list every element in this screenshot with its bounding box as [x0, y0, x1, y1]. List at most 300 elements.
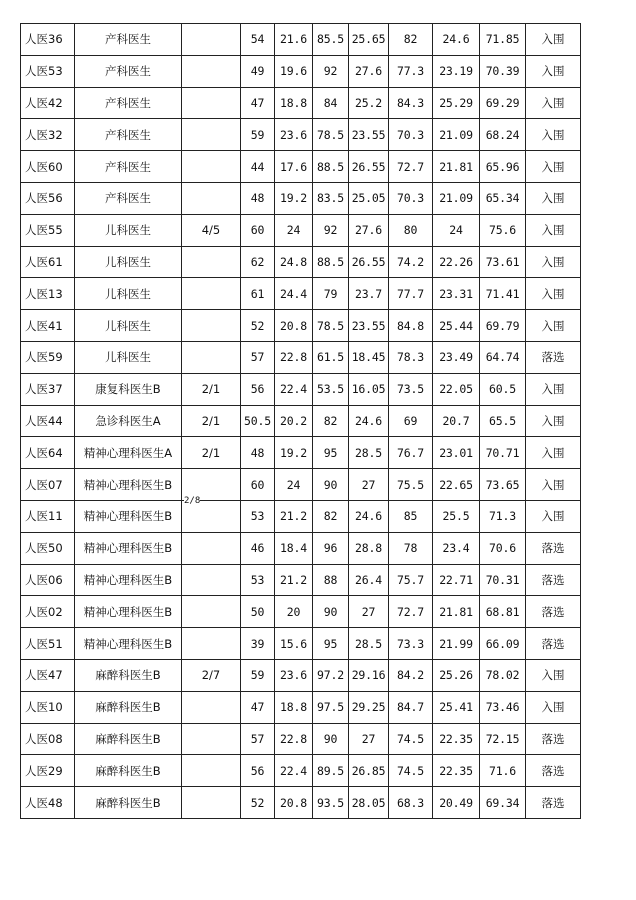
- result-status: 入围: [526, 500, 581, 532]
- written-score: 60: [241, 469, 275, 501]
- quota-ratio: [182, 119, 241, 151]
- written-weighted: 24: [275, 469, 313, 501]
- interview-weighted: 25.65: [349, 24, 389, 56]
- written-score: 52: [241, 787, 275, 819]
- practical-weighted: 25.29: [433, 87, 480, 119]
- total-score: 73.46: [480, 691, 526, 723]
- practical-weighted: 23.31: [433, 278, 480, 310]
- interview-weighted: 27: [349, 723, 389, 755]
- interview-score: 79: [313, 278, 349, 310]
- interview-score: 53.5: [313, 373, 349, 405]
- practical-score: 72.7: [389, 151, 433, 183]
- table-row: [21, 500, 581, 532]
- interview-weighted: 26.55: [349, 151, 389, 183]
- written-weighted: 21.6: [275, 24, 313, 56]
- interview-weighted: 28.5: [349, 628, 389, 660]
- interview-weighted: 29.25: [349, 691, 389, 723]
- practical-score: 74.5: [389, 723, 433, 755]
- interview-score: 89.5: [313, 755, 349, 787]
- interview-score: 96: [313, 532, 349, 564]
- total-score: 73.61: [480, 246, 526, 278]
- interview-weighted: 27.6: [349, 214, 389, 246]
- written-weighted: 24: [275, 214, 313, 246]
- total-score: 73.65: [480, 469, 526, 501]
- table-row: [21, 246, 581, 278]
- written-score: 54: [241, 24, 275, 56]
- post-name: 儿科医生: [75, 246, 182, 278]
- quota-ratio: 2/1: [182, 373, 241, 405]
- result-status: 入围: [526, 246, 581, 278]
- post-name: 精神心理科医生B: [75, 532, 182, 564]
- interview-weighted: 27.6: [349, 55, 389, 87]
- written-score: 39: [241, 628, 275, 660]
- interview-score: 78.5: [313, 119, 349, 151]
- interview-score: 97.5: [313, 691, 349, 723]
- practical-score: 84.8: [389, 310, 433, 342]
- post-name: 儿科医生: [75, 214, 182, 246]
- table-row: [21, 564, 581, 596]
- practical-score: 75.7: [389, 564, 433, 596]
- written-score: 61: [241, 278, 275, 310]
- post-name: 产科医生: [75, 24, 182, 56]
- practical-weighted: 25.41: [433, 691, 480, 723]
- table-row: [21, 532, 581, 564]
- written-score: 48: [241, 182, 275, 214]
- interview-weighted: 28.05: [349, 787, 389, 819]
- total-score: 66.09: [480, 628, 526, 660]
- practical-score: 73.3: [389, 628, 433, 660]
- result-status: 入围: [526, 469, 581, 501]
- written-weighted: 23.6: [275, 119, 313, 151]
- table-row: [21, 182, 581, 214]
- total-score: 69.79: [480, 310, 526, 342]
- practical-score: 70.3: [389, 182, 433, 214]
- quota-ratio: [182, 532, 241, 564]
- interview-weighted: 25.2: [349, 87, 389, 119]
- practical-score: 78: [389, 532, 433, 564]
- practical-weighted: 22.26: [433, 246, 480, 278]
- result-status: 落选: [526, 532, 581, 564]
- total-score: 71.3: [480, 500, 526, 532]
- table-row: [21, 691, 581, 723]
- interview-score: 95: [313, 437, 349, 469]
- interview-weighted: 26.55: [349, 246, 389, 278]
- interview-score: 84: [313, 87, 349, 119]
- written-score: 56: [241, 755, 275, 787]
- total-score: 69.34: [480, 787, 526, 819]
- written-weighted: 23.6: [275, 659, 313, 691]
- written-score: 62: [241, 246, 275, 278]
- result-status: 入围: [526, 214, 581, 246]
- result-status: 落选: [526, 596, 581, 628]
- total-score: 69.29: [480, 87, 526, 119]
- candidate-id: 人医56: [21, 182, 75, 214]
- post-name: 精神心理科医生B: [75, 596, 182, 628]
- interview-score: 95: [313, 628, 349, 660]
- written-weighted: 20.2: [275, 405, 313, 437]
- candidate-id: 人医60: [21, 151, 75, 183]
- interview-weighted: 29.16: [349, 659, 389, 691]
- candidate-id: 人医47: [21, 659, 75, 691]
- candidate-id: 人医32: [21, 119, 75, 151]
- practical-score: 75.5: [389, 469, 433, 501]
- quota-ratio: [182, 55, 241, 87]
- candidate-id: 人医53: [21, 55, 75, 87]
- practical-score: 69: [389, 405, 433, 437]
- interview-weighted: 25.05: [349, 182, 389, 214]
- quota-ratio: [182, 628, 241, 660]
- result-status: 入围: [526, 437, 581, 469]
- interview-score: 90: [313, 469, 349, 501]
- total-score: 70.6: [480, 532, 526, 564]
- interview-weighted: 23.7: [349, 278, 389, 310]
- candidate-id: 人医51: [21, 628, 75, 660]
- table-row: [21, 659, 581, 691]
- practical-weighted: 22.35: [433, 755, 480, 787]
- table-row: [21, 405, 581, 437]
- interview-score: 90: [313, 596, 349, 628]
- practical-score: 84.3: [389, 87, 433, 119]
- total-score: 64.74: [480, 341, 526, 373]
- quota-note: 2/8: [184, 495, 201, 506]
- result-status: 落选: [526, 787, 581, 819]
- total-score: 70.71: [480, 437, 526, 469]
- candidate-id: 人医55: [21, 214, 75, 246]
- post-name: 精神心理科医生B: [75, 500, 182, 532]
- practical-weighted: 25.5: [433, 500, 480, 532]
- results-table: [20, 23, 581, 819]
- post-name: 麻醉科医生B: [75, 659, 182, 691]
- written-weighted: 22.8: [275, 341, 313, 373]
- quota-ratio: [182, 755, 241, 787]
- table-row: [21, 723, 581, 755]
- written-score: 57: [241, 341, 275, 373]
- quota-ratio: [182, 182, 241, 214]
- result-status: 入围: [526, 182, 581, 214]
- total-score: 65.5: [480, 405, 526, 437]
- post-name: 产科医生: [75, 55, 182, 87]
- interview-score: 82: [313, 405, 349, 437]
- written-score: 60: [241, 214, 275, 246]
- candidate-id: 人医44: [21, 405, 75, 437]
- practical-score: 76.7: [389, 437, 433, 469]
- quota-ratio: [182, 691, 241, 723]
- written-weighted: 20: [275, 596, 313, 628]
- written-weighted: 21.2: [275, 564, 313, 596]
- written-score: 49: [241, 55, 275, 87]
- table-row: [21, 151, 581, 183]
- total-score: 60.5: [480, 373, 526, 405]
- candidate-id: 人医08: [21, 723, 75, 755]
- table-row: [21, 373, 581, 405]
- total-score: 65.34: [480, 182, 526, 214]
- candidate-id: 人医64: [21, 437, 75, 469]
- written-score: 44: [241, 151, 275, 183]
- written-weighted: 18.4: [275, 532, 313, 564]
- post-name: 产科医生: [75, 119, 182, 151]
- practical-score: 74.5: [389, 755, 433, 787]
- interview-weighted: 23.55: [349, 119, 389, 151]
- written-weighted: 20.8: [275, 310, 313, 342]
- practical-weighted: 20.49: [433, 787, 480, 819]
- interview-weighted: 27: [349, 596, 389, 628]
- table-row: [21, 596, 581, 628]
- written-weighted: 17.6: [275, 151, 313, 183]
- interview-weighted: 23.55: [349, 310, 389, 342]
- interview-score: 61.5: [313, 341, 349, 373]
- candidate-id: 人医10: [21, 691, 75, 723]
- post-name: 精神心理科医生B: [75, 564, 182, 596]
- written-score: 59: [241, 119, 275, 151]
- written-score: 46: [241, 532, 275, 564]
- practical-score: 78.3: [389, 341, 433, 373]
- candidate-id: 人医41: [21, 310, 75, 342]
- practical-weighted: 21.09: [433, 119, 480, 151]
- quota-ratio: [182, 278, 241, 310]
- total-score: 75.6: [480, 214, 526, 246]
- interview-score: 83.5: [313, 182, 349, 214]
- practical-weighted: 22.05: [433, 373, 480, 405]
- quota-ratio: 2/1: [182, 405, 241, 437]
- interview-weighted: 28.8: [349, 532, 389, 564]
- interview-weighted: 26.4: [349, 564, 389, 596]
- written-weighted: 22.4: [275, 373, 313, 405]
- total-score: 68.24: [480, 119, 526, 151]
- quota-ratio: [182, 596, 241, 628]
- total-score: 71.41: [480, 278, 526, 310]
- interview-score: 93.5: [313, 787, 349, 819]
- quota-ratio: [182, 310, 241, 342]
- candidate-id: 人医13: [21, 278, 75, 310]
- practical-weighted: 21.09: [433, 182, 480, 214]
- practical-score: 74.2: [389, 246, 433, 278]
- table-row: [21, 341, 581, 373]
- practical-weighted: 23.49: [433, 341, 480, 373]
- practical-score: 77.7: [389, 278, 433, 310]
- result-status: 落选: [526, 628, 581, 660]
- table-body: [21, 24, 581, 819]
- interview-score: 92: [313, 214, 349, 246]
- result-status: 落选: [526, 723, 581, 755]
- candidate-id: 人医36: [21, 24, 75, 56]
- result-status: 入围: [526, 691, 581, 723]
- table-row: [21, 214, 581, 246]
- table-row: [21, 24, 581, 56]
- total-score: 70.39: [480, 55, 526, 87]
- written-weighted: 19.2: [275, 437, 313, 469]
- table-row: [21, 55, 581, 87]
- written-score: 48: [241, 437, 275, 469]
- post-name: 精神心理科医生B: [75, 469, 182, 501]
- post-name: 急诊科医生A: [75, 405, 182, 437]
- post-name: 儿科医生: [75, 310, 182, 342]
- interview-score: 85.5: [313, 24, 349, 56]
- practical-score: 85: [389, 500, 433, 532]
- interview-score: 78.5: [313, 310, 349, 342]
- interview-score: 92: [313, 55, 349, 87]
- post-name: 产科医生: [75, 182, 182, 214]
- practical-score: 68.3: [389, 787, 433, 819]
- practical-score: 77.3: [389, 55, 433, 87]
- practical-weighted: 21.81: [433, 596, 480, 628]
- written-score: 52: [241, 310, 275, 342]
- written-weighted: 19.6: [275, 55, 313, 87]
- result-status: 入围: [526, 373, 581, 405]
- table-row: [21, 787, 581, 819]
- interview-score: 88.5: [313, 151, 349, 183]
- total-score: 78.02: [480, 659, 526, 691]
- total-score: 68.81: [480, 596, 526, 628]
- result-status: 落选: [526, 564, 581, 596]
- practical-weighted: 23.4: [433, 532, 480, 564]
- interview-score: 97.2: [313, 659, 349, 691]
- post-name: 麻醉科医生B: [75, 691, 182, 723]
- written-score: 47: [241, 87, 275, 119]
- practical-score: 72.7: [389, 596, 433, 628]
- result-status: 入围: [526, 278, 581, 310]
- result-status: 入围: [526, 405, 581, 437]
- quota-ratio: 2/1: [182, 437, 241, 469]
- quota-ratio: [182, 723, 241, 755]
- interview-score: 82: [313, 500, 349, 532]
- written-score: 56: [241, 373, 275, 405]
- candidate-id: 人医06: [21, 564, 75, 596]
- practical-score: 70.3: [389, 119, 433, 151]
- practical-score: 80: [389, 214, 433, 246]
- total-score: 71.6: [480, 755, 526, 787]
- candidate-id: 人医61: [21, 246, 75, 278]
- quota-ratio: [182, 469, 241, 506]
- written-weighted: 15.6: [275, 628, 313, 660]
- table-row: [21, 278, 581, 310]
- practical-score: 73.5: [389, 373, 433, 405]
- post-name: 精神心理科医生B: [75, 628, 182, 660]
- candidate-id: 人医48: [21, 787, 75, 819]
- post-name: 精神心理科医生A: [75, 437, 182, 469]
- practical-weighted: 23.19: [433, 55, 480, 87]
- table-row: [21, 469, 581, 501]
- result-status: 入围: [526, 24, 581, 56]
- written-score: 50: [241, 596, 275, 628]
- written-weighted: 18.8: [275, 87, 313, 119]
- practical-score: 84.2: [389, 659, 433, 691]
- practical-score: 84.7: [389, 691, 433, 723]
- practical-weighted: 22.71: [433, 564, 480, 596]
- table-row: [21, 310, 581, 342]
- interview-weighted: 16.05: [349, 373, 389, 405]
- candidate-id: 人医50: [21, 532, 75, 564]
- written-score: 57: [241, 723, 275, 755]
- result-status: 入围: [526, 87, 581, 119]
- practical-weighted: 24: [433, 214, 480, 246]
- written-weighted: 19.2: [275, 182, 313, 214]
- practical-weighted: 22.35: [433, 723, 480, 755]
- practical-weighted: 25.26: [433, 659, 480, 691]
- table-row: [21, 628, 581, 660]
- quota-ratio: 4/5: [182, 214, 241, 246]
- table-row: [21, 119, 581, 151]
- post-name: 儿科医生: [75, 341, 182, 373]
- written-weighted: 24.4: [275, 278, 313, 310]
- interview-weighted: 28.5: [349, 437, 389, 469]
- practical-weighted: 24.6: [433, 24, 480, 56]
- result-status: 入围: [526, 151, 581, 183]
- candidate-id: 人医59: [21, 341, 75, 373]
- practical-weighted: 21.81: [433, 151, 480, 183]
- candidate-id: 人医02: [21, 596, 75, 628]
- quota-ratio: [182, 341, 241, 373]
- post-name: 麻醉科医生B: [75, 723, 182, 755]
- written-weighted: 22.4: [275, 755, 313, 787]
- interview-weighted: 18.45: [349, 341, 389, 373]
- interview-weighted: 24.6: [349, 500, 389, 532]
- interview-score: 88.5: [313, 246, 349, 278]
- practical-score: 82: [389, 24, 433, 56]
- candidate-id: 人医42: [21, 87, 75, 119]
- quota-ratio: 2/7: [182, 659, 241, 691]
- post-name: 产科医生: [75, 151, 182, 183]
- practical-weighted: 25.44: [433, 310, 480, 342]
- written-score: 53: [241, 564, 275, 596]
- candidate-id: 人医11: [21, 500, 75, 532]
- total-score: 71.85: [480, 24, 526, 56]
- practical-weighted: 23.01: [433, 437, 480, 469]
- result-status: 落选: [526, 341, 581, 373]
- interview-score: 90: [313, 723, 349, 755]
- post-name: 麻醉科医生B: [75, 755, 182, 787]
- written-score: 47: [241, 691, 275, 723]
- written-weighted: 22.8: [275, 723, 313, 755]
- practical-weighted: 22.65: [433, 469, 480, 501]
- table-row: [21, 437, 581, 469]
- post-name: 产科医生: [75, 87, 182, 119]
- total-score: 70.31: [480, 564, 526, 596]
- result-status: 入围: [526, 310, 581, 342]
- written-weighted: 21.2: [275, 500, 313, 532]
- total-score: 72.15: [480, 723, 526, 755]
- post-name: 儿科医生: [75, 278, 182, 310]
- written-weighted: 20.8: [275, 787, 313, 819]
- written-weighted: 18.8: [275, 691, 313, 723]
- total-score: 65.96: [480, 151, 526, 183]
- interview-weighted: 27: [349, 469, 389, 501]
- candidate-id: 人医37: [21, 373, 75, 405]
- interview-weighted: 24.6: [349, 405, 389, 437]
- written-score: 59: [241, 659, 275, 691]
- quota-ratio: [182, 151, 241, 183]
- practical-weighted: 21.99: [433, 628, 480, 660]
- quota-ratio: [182, 564, 241, 596]
- written-weighted: 24.8: [275, 246, 313, 278]
- result-status: 入围: [526, 55, 581, 87]
- candidate-id: 人医29: [21, 755, 75, 787]
- table-row: [21, 755, 581, 787]
- quota-ratio: [182, 787, 241, 819]
- quota-ratio: [182, 246, 241, 278]
- interview-weighted: 26.85: [349, 755, 389, 787]
- written-score: 53: [241, 500, 275, 532]
- written-score: 50.5: [241, 405, 275, 437]
- result-status: 入围: [526, 119, 581, 151]
- quota-ratio: [182, 24, 241, 56]
- table-row: [21, 87, 581, 119]
- practical-weighted: 20.7: [433, 405, 480, 437]
- post-name: 康复科医生B: [75, 373, 182, 405]
- candidate-id: 人医07: [21, 469, 75, 501]
- quota-ratio: [182, 87, 241, 119]
- interview-score: 88: [313, 564, 349, 596]
- post-name: 麻醉科医生B: [75, 787, 182, 819]
